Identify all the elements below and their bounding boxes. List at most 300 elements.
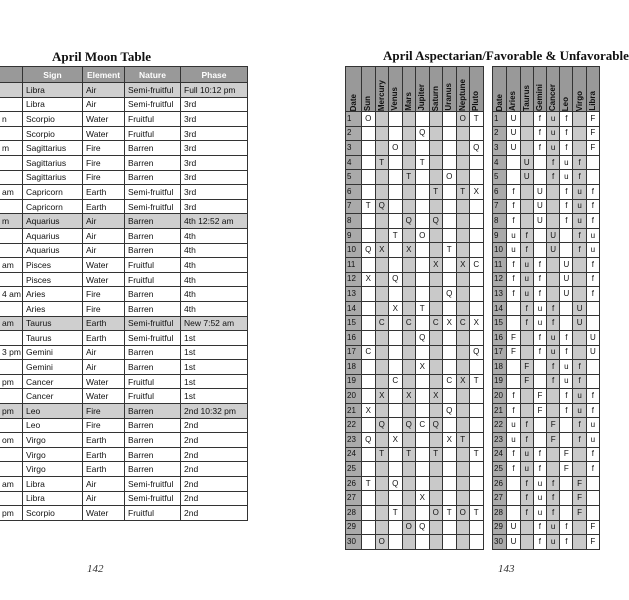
grid-cell: u — [560, 374, 573, 389]
grid-cell — [389, 462, 403, 477]
grid-cell: u — [547, 330, 560, 345]
grid-cell: F — [586, 520, 599, 535]
grid-cell — [402, 301, 416, 316]
grid-cell — [533, 418, 546, 433]
grid-cell — [573, 141, 586, 156]
column-header-label: Cancer — [548, 83, 558, 111]
grid-cell — [402, 403, 416, 418]
grid-cell — [560, 491, 573, 506]
cell-element: Fire — [83, 170, 125, 185]
date-cell: 1 — [346, 112, 362, 127]
grid-cell — [389, 535, 403, 550]
cell-nature: Barren — [125, 228, 181, 243]
grid-cell: U — [560, 272, 573, 287]
column-header-label: Neptune — [457, 79, 467, 111]
table-row — [493, 345, 600, 360]
date-cell: 13 — [493, 287, 507, 302]
grid-cell: T — [375, 155, 389, 170]
cell-nature: Barren — [125, 287, 181, 302]
cell-c0: pm — [0, 374, 23, 389]
cell-sign: Capricorn — [23, 185, 83, 200]
grid-cell: C — [429, 316, 443, 331]
grid-cell — [456, 214, 470, 229]
grid-cell — [416, 243, 430, 258]
table-row — [0, 360, 248, 375]
grid-cell: X — [456, 374, 470, 389]
grid-cell — [429, 520, 443, 535]
grid-cell — [586, 301, 599, 316]
grid-cell — [456, 199, 470, 214]
grid-cell: f — [560, 141, 573, 156]
grid-cell: F — [533, 403, 546, 418]
grid-cell: f — [560, 214, 573, 229]
grid-cell — [443, 447, 457, 462]
date-cell: 2 — [346, 126, 362, 141]
grid-cell: u — [547, 345, 560, 360]
grid-cell: f — [520, 316, 533, 331]
grid-cell: X — [362, 272, 376, 287]
cell-c0: pm — [0, 506, 23, 521]
grid-cell — [362, 374, 376, 389]
cell-phase: 2nd — [181, 433, 248, 448]
grid-cell — [573, 287, 586, 302]
date-cell: 30 — [493, 535, 507, 550]
grid-cell — [389, 287, 403, 302]
grid-cell: X — [362, 403, 376, 418]
cell-sign: Scorpio — [23, 126, 83, 141]
grid-cell: f — [533, 345, 546, 360]
grid-cell: Q — [362, 243, 376, 258]
cell-nature: Fruitful — [125, 258, 181, 273]
grid-cell — [547, 389, 560, 404]
grid-cell: u — [547, 535, 560, 550]
grid-cell — [470, 418, 484, 433]
table-row — [346, 199, 484, 214]
grid-cell: f — [533, 272, 546, 287]
grid-cell — [456, 389, 470, 404]
grid-cell — [429, 345, 443, 360]
cell-nature: Barren — [125, 462, 181, 477]
grid-cell — [362, 535, 376, 550]
grid-cell — [520, 330, 533, 345]
cell-element: Water — [83, 112, 125, 127]
table-row — [493, 214, 600, 229]
grid-cell: X — [416, 360, 430, 375]
grid-cell: X — [375, 243, 389, 258]
date-cell: 2 — [493, 126, 507, 141]
date-cell: 4 — [493, 155, 507, 170]
grid-cell — [507, 506, 520, 521]
grid-cell: f — [547, 374, 560, 389]
cell-phase: 2nd — [181, 462, 248, 477]
grid-cell — [375, 257, 389, 272]
grid-cell — [429, 374, 443, 389]
date-cell: 1 — [493, 112, 507, 127]
grid-cell: f — [533, 520, 546, 535]
date-cell: 13 — [346, 287, 362, 302]
table-row — [493, 330, 600, 345]
column-header — [362, 67, 376, 112]
grid-cell — [456, 126, 470, 141]
grid-cell — [456, 287, 470, 302]
cell-nature: Barren — [125, 141, 181, 156]
date-cell: 11 — [346, 257, 362, 272]
grid-cell: U — [586, 330, 599, 345]
grid-cell: f — [560, 199, 573, 214]
date-cell: 14 — [346, 301, 362, 316]
grid-cell: f — [573, 374, 586, 389]
column-header — [493, 67, 507, 112]
grid-cell — [456, 301, 470, 316]
cell-phase: 3rd — [181, 199, 248, 214]
date-cell: 7 — [493, 199, 507, 214]
cell-phase: 2nd — [181, 506, 248, 521]
cell-sign: Aquarius — [23, 243, 83, 258]
date-cell: 11 — [493, 257, 507, 272]
grid-cell — [429, 228, 443, 243]
grid-cell: F — [520, 374, 533, 389]
grid-cell — [586, 374, 599, 389]
table-row — [493, 506, 600, 521]
grid-cell: U — [547, 228, 560, 243]
grid-cell — [456, 403, 470, 418]
grid-cell: f — [533, 330, 546, 345]
cell-nature: Semi-fruitful — [125, 97, 181, 112]
grid-cell: O — [389, 141, 403, 156]
grid-cell — [362, 462, 376, 477]
grid-cell: u — [547, 141, 560, 156]
grid-cell — [429, 476, 443, 491]
grid-cell: u — [533, 301, 546, 316]
grid-cell — [533, 243, 546, 258]
table-row — [0, 258, 248, 273]
table-row — [493, 360, 600, 375]
date-cell: 27 — [346, 491, 362, 506]
date-cell: 3 — [493, 141, 507, 156]
date-cell: 18 — [346, 360, 362, 375]
cell-sign: Sagittarius — [23, 141, 83, 156]
cell-c0 — [0, 447, 23, 462]
cell-nature: Semi-fruitful — [125, 477, 181, 492]
grid-cell — [362, 184, 376, 199]
grid-cell: F — [586, 126, 599, 141]
column-header: Phase — [181, 67, 248, 83]
grid-cell — [443, 476, 457, 491]
grid-cell — [507, 476, 520, 491]
grid-cell — [429, 155, 443, 170]
grid-cell — [416, 170, 430, 185]
grid-cell — [443, 491, 457, 506]
cell-sign: Aries — [23, 287, 83, 302]
date-cell: 8 — [493, 214, 507, 229]
column-header — [573, 67, 586, 112]
grid-cell — [375, 287, 389, 302]
cell-c0 — [0, 272, 23, 287]
grid-cell — [470, 520, 484, 535]
grid-cell — [362, 506, 376, 521]
cell-nature: Barren — [125, 155, 181, 170]
cell-element: Water — [83, 389, 125, 404]
grid-cell: F — [547, 433, 560, 448]
grid-cell — [362, 170, 376, 185]
grid-cell: f — [507, 214, 520, 229]
grid-cell — [470, 433, 484, 448]
cell-element: Air — [83, 83, 125, 98]
date-cell: 7 — [346, 199, 362, 214]
grid-cell: T — [362, 199, 376, 214]
grid-cell: f — [533, 141, 546, 156]
grid-cell — [389, 389, 403, 404]
cell-sign: Libra — [23, 491, 83, 506]
table-row — [0, 155, 248, 170]
grid-cell: f — [533, 257, 546, 272]
grid-cell — [375, 112, 389, 127]
grid-cell: F — [586, 141, 599, 156]
moon-table-title: April Moon Table — [52, 49, 151, 64]
cell-c0: am — [0, 316, 23, 331]
grid-cell — [547, 272, 560, 287]
date-cell: 4 — [346, 155, 362, 170]
column-header-label: Mars — [403, 92, 413, 111]
grid-cell — [520, 214, 533, 229]
grid-cell — [507, 155, 520, 170]
cell-nature: Fruitful — [125, 389, 181, 404]
table-row — [346, 418, 484, 433]
moon-table-grid — [0, 66, 248, 521]
grid-cell — [456, 345, 470, 360]
date-cell: 27 — [493, 491, 507, 506]
grid-cell — [443, 184, 457, 199]
grid-cell: C — [389, 374, 403, 389]
grid-cell: U — [507, 126, 520, 141]
grid-cell — [429, 491, 443, 506]
cell-sign: Virgo — [23, 433, 83, 448]
grid-cell: u — [533, 506, 546, 521]
cell-element: Fire — [83, 287, 125, 302]
grid-cell: Q — [429, 214, 443, 229]
date-cell: 18 — [493, 360, 507, 375]
grid-cell — [362, 520, 376, 535]
grid-cell: u — [520, 287, 533, 302]
cell-c0 — [0, 126, 23, 141]
grid-cell — [573, 520, 586, 535]
cell-c0 — [0, 418, 23, 433]
date-cell: 30 — [346, 535, 362, 550]
grid-cell: f — [520, 418, 533, 433]
date-cell: 6 — [346, 184, 362, 199]
grid-cell: f — [573, 418, 586, 433]
grid-cell — [429, 199, 443, 214]
cell-element: Air — [83, 243, 125, 258]
grid-cell — [456, 462, 470, 477]
grid-cell: O — [375, 535, 389, 550]
grid-cell — [362, 214, 376, 229]
date-cell: 24 — [493, 447, 507, 462]
grid-cell: F — [573, 476, 586, 491]
date-cell: 6 — [493, 184, 507, 199]
cell-c0 — [0, 83, 23, 98]
table-row — [0, 477, 248, 492]
grid-cell: O — [456, 506, 470, 521]
column-header — [429, 67, 443, 112]
grid-cell: O — [402, 520, 416, 535]
date-cell: 23 — [493, 433, 507, 448]
cell-nature: Semi-fruitful — [125, 491, 181, 506]
cell-nature: Barren — [125, 301, 181, 316]
grid-cell: C — [416, 418, 430, 433]
grid-cell: f — [586, 199, 599, 214]
cell-phase: 4th 12:52 am — [181, 214, 248, 229]
table-row — [0, 272, 248, 287]
grid-cell: f — [533, 112, 546, 127]
grid-cell — [507, 491, 520, 506]
grid-cell: F — [533, 389, 546, 404]
grid-cell — [507, 316, 520, 331]
cell-c0 — [0, 243, 23, 258]
table-row — [493, 418, 600, 433]
table-row — [346, 170, 484, 185]
grid-cell — [402, 228, 416, 243]
grid-cell: f — [560, 330, 573, 345]
grid-cell — [402, 287, 416, 302]
date-cell: 10 — [493, 243, 507, 258]
grid-cell — [389, 126, 403, 141]
column-header-label: Mercury — [376, 79, 386, 111]
cell-element: Earth — [83, 462, 125, 477]
cell-element: Earth — [83, 447, 125, 462]
grid-cell — [456, 520, 470, 535]
table-row — [346, 112, 484, 127]
grid-cell — [533, 228, 546, 243]
grid-cell: U — [520, 170, 533, 185]
grid-cell — [389, 199, 403, 214]
grid-cell: f — [573, 170, 586, 185]
grid-cell — [429, 433, 443, 448]
grid-cell — [470, 330, 484, 345]
grid-cell — [416, 535, 430, 550]
grid-cell: u — [586, 418, 599, 433]
grid-cell: u — [520, 272, 533, 287]
table-row — [346, 476, 484, 491]
cell-nature: Barren — [125, 214, 181, 229]
cell-phase: 4th — [181, 243, 248, 258]
cell-c0 — [0, 491, 23, 506]
column-header — [0, 67, 23, 83]
column-header: Nature — [125, 67, 181, 83]
grid-cell: U — [573, 301, 586, 316]
grid-cell: O — [443, 170, 457, 185]
cell-nature: Barren — [125, 433, 181, 448]
table-row — [346, 389, 484, 404]
grid-cell: T — [402, 170, 416, 185]
grid-cell: u — [573, 184, 586, 199]
grid-cell: f — [560, 535, 573, 550]
grid-cell: X — [389, 301, 403, 316]
cell-nature: Semi-fruitful — [125, 185, 181, 200]
grid-cell: C — [402, 316, 416, 331]
column-header — [346, 67, 362, 112]
cell-phase: 3rd — [181, 141, 248, 156]
cell-phase: 4th — [181, 228, 248, 243]
table-row — [0, 374, 248, 389]
table-row — [346, 462, 484, 477]
cell-sign: Libra — [23, 477, 83, 492]
grid-cell: O — [429, 506, 443, 521]
cell-element: Earth — [83, 185, 125, 200]
grid-cell — [470, 462, 484, 477]
grid-cell: f — [507, 184, 520, 199]
grid-cell — [389, 170, 403, 185]
grid-cell — [547, 257, 560, 272]
table-row — [493, 199, 600, 214]
grid-cell — [362, 287, 376, 302]
cell-c0: am — [0, 185, 23, 200]
grid-cell: f — [507, 199, 520, 214]
grid-cell: f — [507, 389, 520, 404]
grid-cell: f — [520, 506, 533, 521]
grid-cell — [375, 462, 389, 477]
table-row — [493, 272, 600, 287]
cell-sign: Cancer — [23, 374, 83, 389]
grid-cell: u — [547, 112, 560, 127]
cell-nature: Fruitful — [125, 112, 181, 127]
grid-cell — [586, 360, 599, 375]
date-cell: 23 — [346, 433, 362, 448]
table-row — [346, 535, 484, 550]
column-header — [402, 67, 416, 112]
grid-cell: U — [507, 141, 520, 156]
grid-cell: T — [389, 228, 403, 243]
grid-cell — [520, 184, 533, 199]
grid-cell — [443, 535, 457, 550]
table-row — [493, 287, 600, 302]
grid-cell: u — [547, 126, 560, 141]
moon-table — [0, 66, 247, 523]
grid-cell — [362, 316, 376, 331]
grid-cell — [429, 141, 443, 156]
grid-cell — [533, 170, 546, 185]
grid-cell — [470, 360, 484, 375]
cell-c0 — [0, 155, 23, 170]
date-cell: 28 — [493, 506, 507, 521]
cell-phase: 2nd — [181, 491, 248, 506]
grid-cell — [402, 126, 416, 141]
column-header-label: Virgo — [574, 90, 584, 111]
grid-cell — [362, 155, 376, 170]
table-row — [0, 301, 248, 316]
grid-cell — [389, 243, 403, 258]
grid-cell — [520, 520, 533, 535]
grid-cell — [507, 170, 520, 185]
grid-cell: f — [547, 506, 560, 521]
grid-cell: u — [533, 316, 546, 331]
grid-cell: U — [507, 520, 520, 535]
grid-cell: f — [586, 389, 599, 404]
grid-cell: f — [573, 228, 586, 243]
grid-cell — [375, 374, 389, 389]
table-row — [0, 404, 248, 419]
grid-cell — [389, 491, 403, 506]
grid-cell: Q — [416, 330, 430, 345]
cell-c0: pm — [0, 404, 23, 419]
grid-cell — [416, 476, 430, 491]
grid-cell: T — [389, 506, 403, 521]
table-row — [493, 141, 600, 156]
grid-cell: X — [429, 257, 443, 272]
column-header-label: Pluto — [471, 91, 481, 111]
grid-cell: f — [560, 403, 573, 418]
table-row — [346, 228, 484, 243]
